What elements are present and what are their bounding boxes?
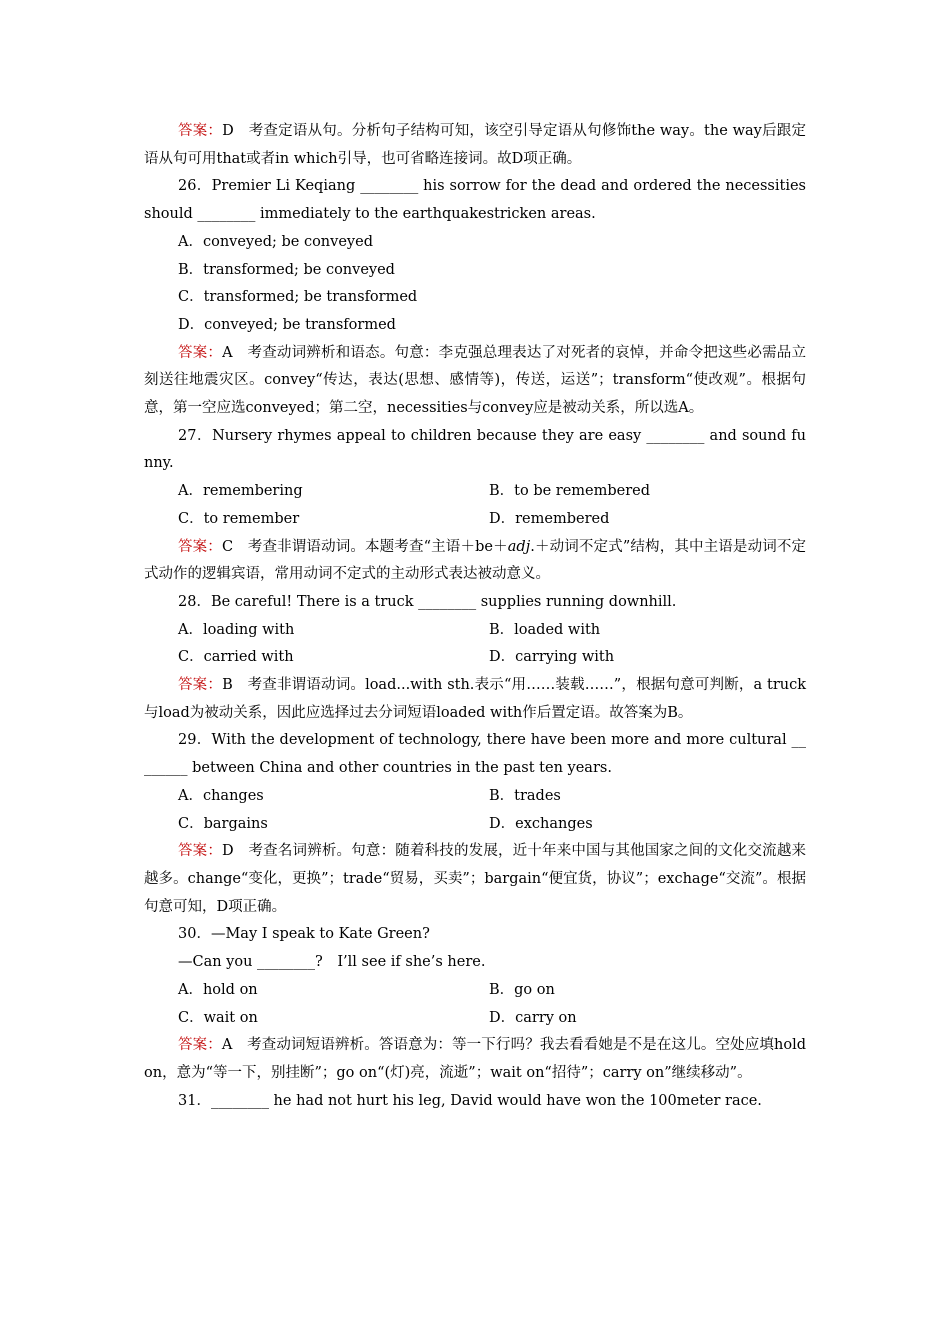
option-row [144, 783, 806, 811]
option-a: A．remembering [178, 483, 303, 500]
answer-adj: adj [507, 538, 531, 555]
answer-label: 答案： [178, 123, 223, 139]
answer-label: 答案： [178, 344, 223, 361]
question-26-stem: 26．Premier Li Keqiang ________ his sorrow for the dead and ordered the necessities should ________ immediately to the earthquakestricken areas. [144, 178, 806, 223]
option-row [144, 506, 806, 534]
option-d: D．conveyed; be transformed [178, 316, 396, 333]
option-a: A．changes [178, 787, 264, 804]
answer-text: D 考查定语从句。分析句子结构可知，该空引导定语从句修饰the way。the way后跟定语从句可用that或者in which引导，也可省略连接词。故D项正确。 [144, 123, 806, 167]
question-27-stem: 27．Nursery rhymes appeal to children because they are easy ________ and sound funny. [144, 427, 806, 472]
option-c: C．carried with [178, 649, 294, 666]
question-28-stem: 28．Be careful! There is a truck ________ supplies running downhill. [178, 593, 677, 610]
option-row [144, 1005, 806, 1033]
option-row [144, 811, 806, 839]
option-b: B．to be remembered [489, 483, 651, 500]
answer-28 [144, 672, 806, 727]
option-d: D．remembered [489, 510, 610, 527]
answer-text: C 考查非谓语动词。本题考查“主语＋be＋ [221, 538, 508, 555]
answer-text: A 考查动词短语辨析。答语意为：等一下行吗？我去看看她是不是在这儿。空处应填hold on，意为“等一下，别挂断”；go on“(灯)亮，流逝”；wait on“招待”；carry on”继续移动”。 [144, 1037, 806, 1081]
option-a: A．conveyed; be conveyed [178, 233, 373, 250]
option-c: C．bargains [178, 815, 268, 832]
answer-27 [144, 534, 806, 589]
answer-text: A 考查动词辨析和语态。句意：李克强总理表达了对死者的哀悼，并命令把这些必需品立刻送往地震灾区。convey“传达，表达(思想、感情等)，传送，运送”；transform“使改观”。根据句意，第一空应选conveyed；第二空，necessities与convey应是被动关系，所以选A。 [144, 344, 806, 417]
answer-label: 答案： [178, 538, 222, 555]
option-d: D．exchanges [489, 815, 593, 832]
option-b: B．trades [489, 787, 561, 804]
option-c: C．to remember [178, 510, 300, 527]
option-row [144, 644, 806, 672]
answer-text: B 考查非谓语动词。load...with sth.表示“用……装载……”，根据句意可判断，a truck与load为被动关系，因此应选择过去分词短语loaded with作后置定语。故答案为B。 [144, 677, 807, 721]
answer-text: .＋动词不定式”结构，其中主语是动词不定式动作的逻辑宾语，常用动词不定式的主动形式表达被动意义。 [144, 538, 807, 583]
option-a: A．loading with [178, 621, 295, 638]
answer-label: 答案： [178, 1037, 222, 1054]
answer-label: 答案： [178, 677, 223, 694]
option-c: C．wait on [178, 1009, 258, 1026]
question-30-stem: 30．—May I speak to Kate Green? [178, 926, 430, 943]
answer-30 [144, 1032, 806, 1087]
question-31-stem: 31．________ he had not hurt his leg, David would have won the 100meter race. [178, 1092, 762, 1109]
question-30-reply: —Can you ________? I’ll see if she’s here. [178, 954, 486, 971]
answer-29 [144, 838, 806, 921]
option-d: D．carry on [489, 1009, 577, 1026]
option-b: B．go on [489, 981, 555, 998]
option-a: A．hold on [178, 981, 258, 998]
document-page [144, 118, 806, 1115]
option-row [144, 977, 806, 1005]
question-29-stem: 29．With the development of technology, there have been more and more cultural ________ between China and other countries in the past ten years. [144, 732, 806, 777]
answer-text: D 考查名词辨析。句意：随着科技的发展，近十年来中国与其他国家之间的文化交流越来越多。change“变化，更换”；trade“贸易，买卖”；bargain“便宜货，协议”；exchage“交流”。根据句意可知，D项正确。 [144, 843, 807, 915]
answer-label: 答案： [178, 843, 223, 860]
answer-25 [144, 118, 806, 173]
option-row [144, 478, 806, 506]
answer-26 [144, 340, 806, 423]
option-c: C．transformed; be transformed [178, 289, 418, 306]
option-d: D．carrying with [489, 649, 615, 666]
option-row [144, 617, 806, 645]
option-b: B．transformed; be conveyed [178, 261, 395, 278]
option-b: B．loaded with [489, 621, 601, 638]
